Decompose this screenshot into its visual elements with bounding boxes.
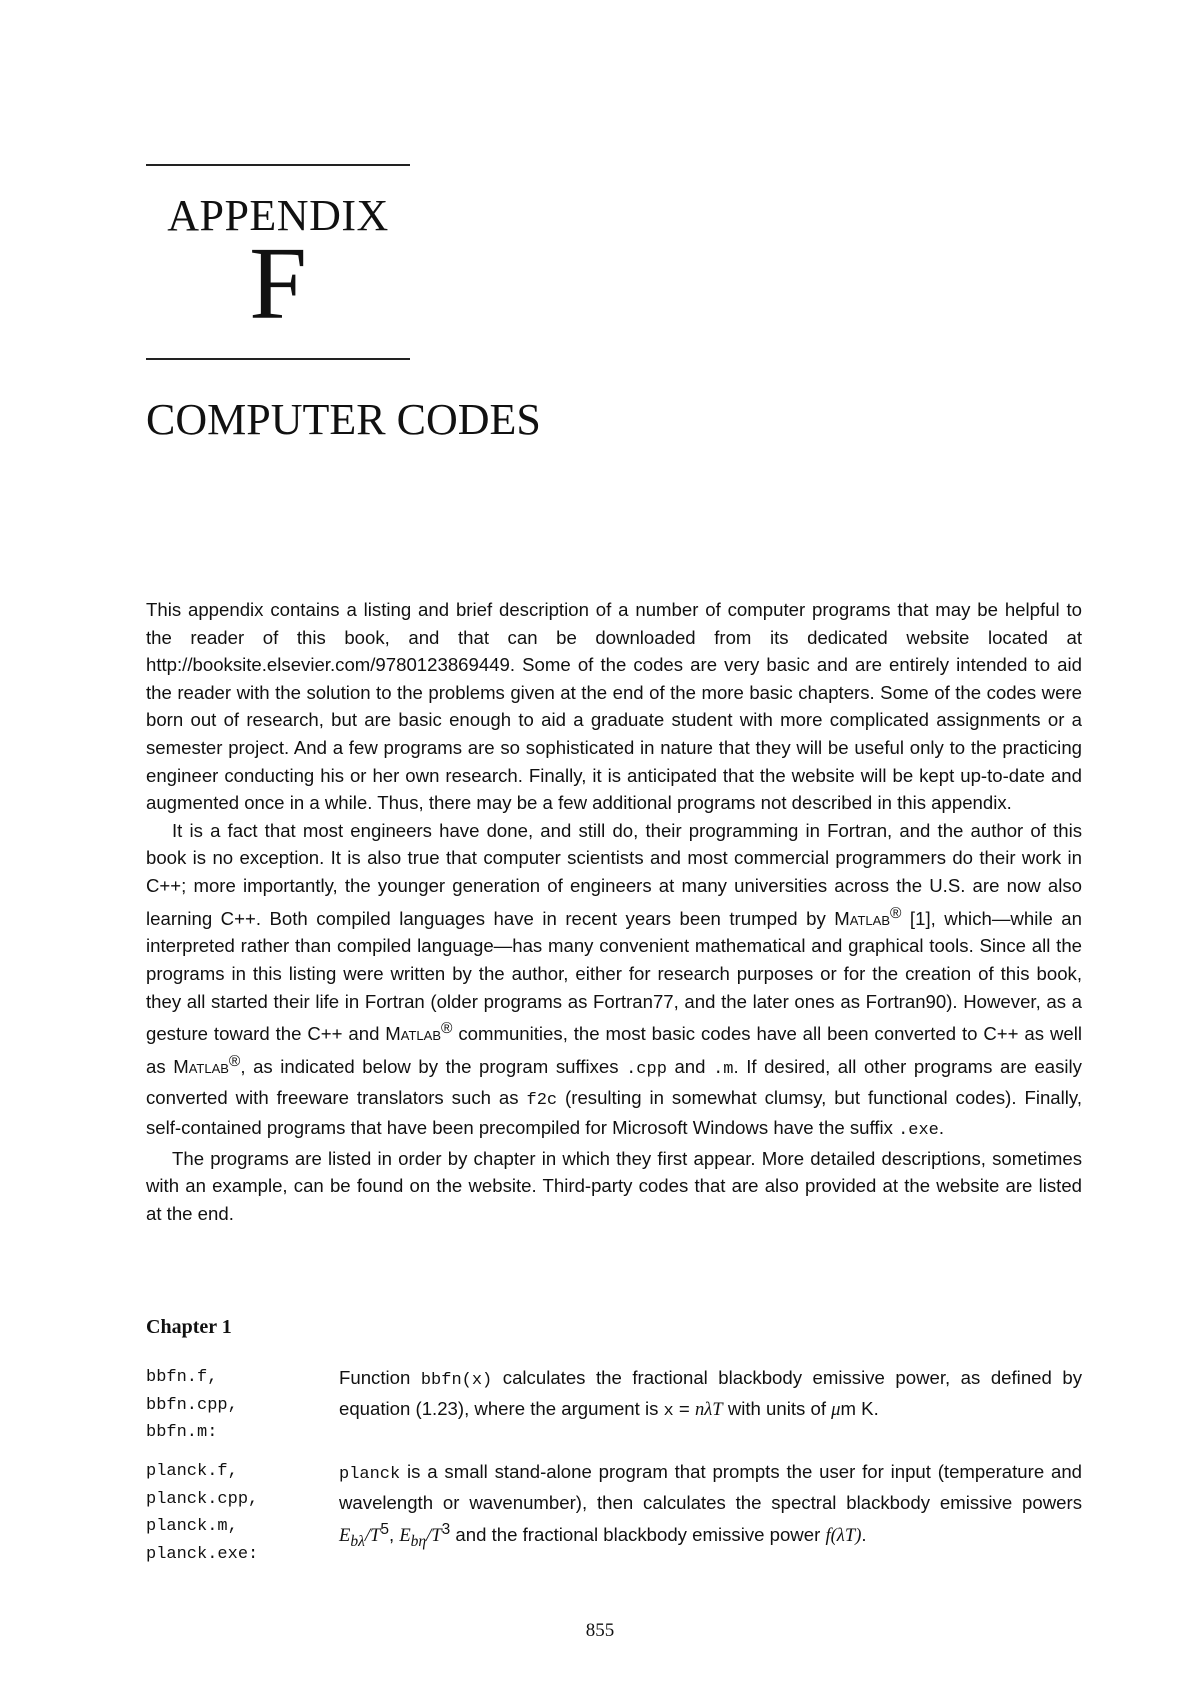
appendix-label: APPENDIX [167, 191, 389, 240]
file-list [146, 1364, 336, 1447]
math-symbol: /T [426, 1525, 442, 1547]
text-run: . [861, 1524, 867, 1546]
matlab-name: Matlab [834, 907, 890, 929]
file-name: planck.cpp, [146, 1489, 259, 1509]
math-subscript: bλ [350, 1533, 365, 1551]
appendix-letter: F [249, 226, 307, 341]
text-run: m K. [840, 1397, 879, 1419]
intro-paragraph-2 [146, 817, 1082, 1145]
text-run: (resulting in somewhat clumsy, but functional codes). Finally, self-contained programs that have been precompiled for Microsoft Windows have the suffix [146, 1086, 1082, 1139]
entry-description [339, 1458, 1082, 1556]
suffix-m: .m [713, 1060, 734, 1080]
file-list [146, 1458, 336, 1568]
matlab-name: Matlab [385, 1023, 442, 1045]
suffix-cpp: .cpp [626, 1060, 667, 1080]
bottom-rule [146, 358, 410, 360]
text-run: . If desired, all other programs are easily converted with freeware translators such as [146, 1056, 1082, 1108]
entry-description [339, 1364, 1082, 1425]
program-name: planck [339, 1465, 401, 1484]
variable-name: x [663, 1401, 674, 1421]
text-run: . [938, 1117, 945, 1139]
text-run: [1], which—while an interpreted rather than compiled language—has many convenient mathematical and graphical tools. Since all the programs in this listing were written by the author, either for research purposes or for the creation of this book, they all started their life in Fortran (older programs as Fortran77, and the later ones as Fortran90). However, as a gesture toward the C++ and [146, 907, 1082, 1045]
text-run: calculates the fractional blackbody emissive power, as defined by equation (1.23), where the argument is [339, 1367, 1082, 1419]
math-expression: f(λT) [825, 1525, 862, 1547]
text-run: and [666, 1056, 714, 1078]
text-run: with units of [722, 1397, 832, 1419]
intro-paragraph-1: This appendix contains a listing and brief description of a number of computer programs that may be helpful to the reader of this book, and that can be downloaded from its dedicated website located at http://booksite.elsevier.com/9780123869449. Some of the codes are very basic and are entirely intended to aid the reader with the solution to the problems given at the end of the more basic chapters. Some of the codes were born out of research, but are basic enough to aid a graduate student with more complicated assignments or a semester project. And a few programs are so sophisticated in nature that they will be useful only to the practicing engineer conducting his or her own research. Finally, it is anticipated that the website will be kept up-to-date and augmented once in a while. Thus, there may be a few additional programs not described in this appendix. [146, 599, 1082, 814]
registered-mark: ® [441, 1020, 453, 1038]
page-title: COMPUTER CODES [146, 395, 541, 444]
registered-mark: ® [228, 1052, 241, 1070]
text-run: is a small stand-alone program that prompts the user for input (temperature and wavelength or wavenumber), then calculates the spectral blackbody emissive powers [339, 1461, 1082, 1513]
chapter-1-heading: Chapter 1 [146, 1316, 232, 1338]
math-exponent: 3 [441, 1521, 451, 1539]
math-expression: nλT [694, 1398, 723, 1420]
text-run: , as indicated below by the program suffixes [240, 1056, 627, 1078]
file-name: planck.exe: [146, 1544, 259, 1564]
registered-mark: ® [890, 904, 902, 922]
math-symbol: E [339, 1525, 351, 1547]
top-rule [146, 164, 410, 166]
text-run: and the fractional blackbody emissive power [450, 1524, 826, 1546]
file-name: planck.m, [146, 1517, 238, 1537]
text-run: communities, the most basic codes have all been converted to C++ as well as [146, 1023, 1082, 1078]
function-name: bbfn(x) [420, 1371, 493, 1390]
suffix-exe: .exe [898, 1121, 939, 1141]
file-name: bbfn.m: [146, 1423, 218, 1443]
text-run: It is a fact that most engineers have done, and still do, their programming in Fortran, and the author of this book is no exception. It is also true that computer scientists and most commercial programmers do their work in C++; more importantly, the younger generation of engineers at many universities across the U.S. are now also learning C++. Both compiled languages have in recent years been trumped by [146, 819, 1082, 929]
intro-text [146, 596, 1082, 1228]
math-symbol: μ [831, 1398, 841, 1420]
file-name: bbfn.cpp, [146, 1395, 238, 1415]
f2c-name: f2c [526, 1090, 558, 1110]
text-run: Function [339, 1367, 421, 1388]
math-subscript: bη [410, 1533, 427, 1551]
math-exponent: 5 [380, 1521, 389, 1539]
text-run: , [388, 1524, 400, 1546]
intro-paragraph-3: The programs are listed in order by chapter in which they first appear. More detailed descriptions, sometimes with an example, can be found on the website. Third-party codes that are also provided at the website are listed at the end. [146, 1147, 1082, 1225]
math-symbol: E [399, 1525, 411, 1547]
matlab-name: Matlab [173, 1056, 229, 1078]
text-run: = [673, 1397, 695, 1419]
page-number: 855 [585, 1620, 615, 1641]
math-symbol: /T [364, 1525, 381, 1547]
file-name: bbfn.f, [146, 1368, 218, 1387]
file-name: planck.f, [146, 1462, 238, 1481]
